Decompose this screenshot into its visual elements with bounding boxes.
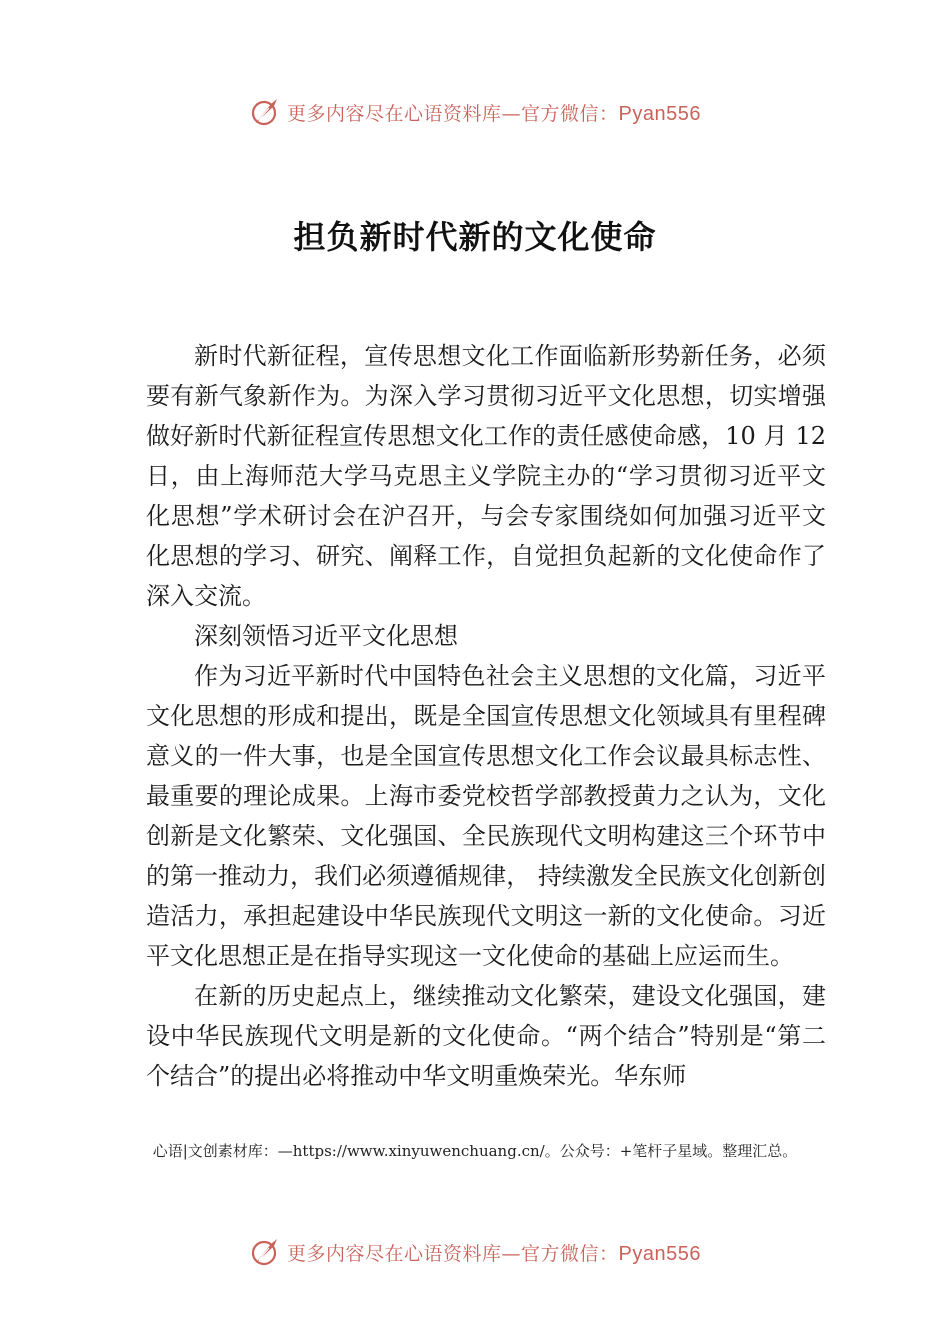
- footer-banner-text: 更多内容尽在心语资料库—官方微信：Pyan556: [287, 1242, 701, 1265]
- document-title: 担负新时代新的文化使命: [293, 218, 657, 256]
- paragraph: 在新的历史起点上，继续推动文化繁荣，建设文化强国，建设中华民族现代文明是新的文化使命。“两个结合”特别是“第二个结合”的提出必将推动中华文明重焕荣光。华东师: [146, 982, 826, 1090]
- header-banner-text: 更多内容尽在心语资料库—官方微信：Pyan556: [287, 102, 701, 125]
- header-banner: [0, 92, 950, 132]
- paragraph: 新时代新征程，宣传思想文化工作面临新形势新任务，必须要有新气象新作为。为深入学习贯彻习近平文化思想，切实增强做好新时代新征程宣传思想文化工作的责任感使命感，10 月 12 日，由上海师范大学马克思主义学院主办的“学习贯彻习近平文化思想”学术研讨会在沪召开，与会专家围绕如何加强习近平文化思想的学习、研究、阐释工作，自觉担负起新的文化使命作了深入交流。: [146, 342, 826, 610]
- section-heading: 深刻领悟习近平文化思想: [194, 622, 458, 650]
- quill-pen-logo-icon: [249, 96, 281, 128]
- wechat-id: Pyan556: [618, 1242, 701, 1265]
- quill-pen-logo-icon: [249, 1236, 281, 1268]
- footer-banner: [0, 1232, 950, 1272]
- document-body: [146, 336, 826, 1096]
- footer-note: 心语|文创素材库：—https://www.xinyuwenchuang.cn/。公众号：+笔杆子星域。整理汇总。: [152, 1142, 798, 1160]
- wechat-id: Pyan556: [618, 102, 701, 125]
- paragraph: 作为习近平新时代中国特色社会主义思想的文化篇，习近平文化思想的形成和提出，既是全国宣传思想文化领域具有里程碑意义的一件大事，也是全国宣传思想文化工作会议最具标志性、最重要的理论成果。上海市委党校哲学部教授黄力之认为，文化创新是文化繁荣、文化强国、全民族现代文明构建这三个环节中的第一推动力，我们必须遵循规律， 持续激发全民族文化创新创造活力，承担起建设中华民族现代文明这一新的文化使命。习近平文化思想正是在指导实现这一文化使命的基础上应运而生。: [146, 662, 826, 970]
